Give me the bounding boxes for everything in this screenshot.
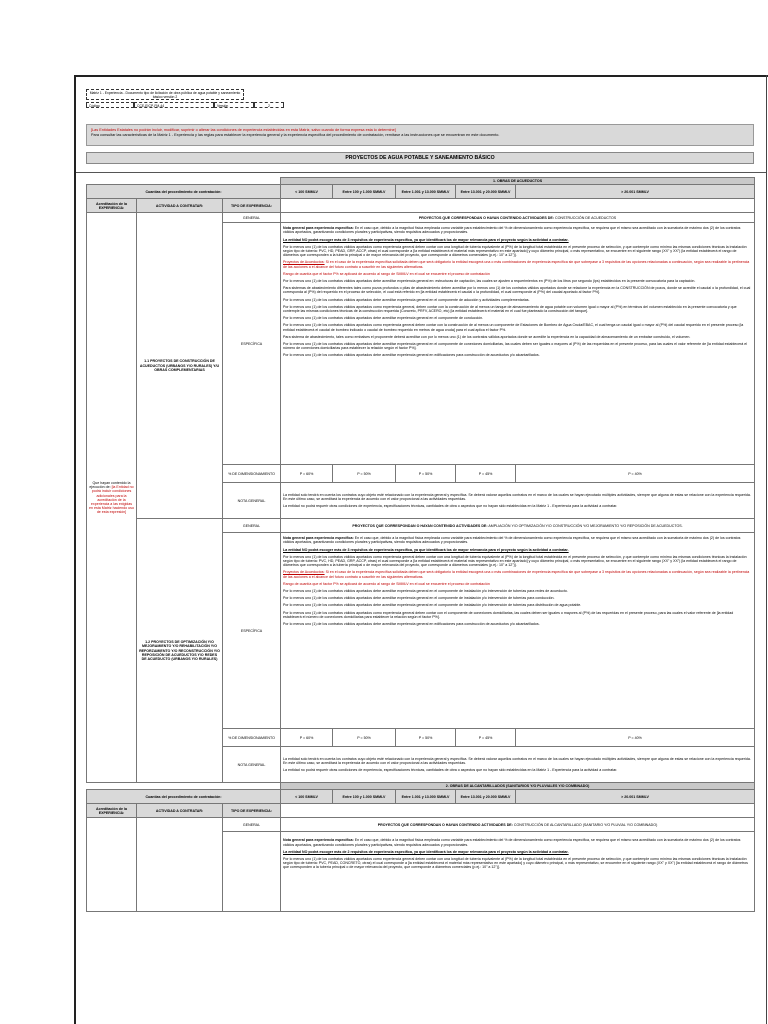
page-frame-right [766, 75, 767, 1024]
act2-general-label: GENERAL [223, 519, 281, 533]
paragraph [283, 226, 752, 234]
para-bold: Nota general para experiencia específica: [283, 838, 354, 843]
general-text-bold: PROYECTOS QUE CORRESPONDAN O HAYAN CONTENIDO ACTIVIDADES DE: [352, 523, 488, 528]
para-bold: Nota general para experiencia específica: [283, 226, 354, 231]
paragraph [283, 570, 752, 578]
paragraph: Por lo menos uno (1) de los contratos válidos aportados como experiencia general, deben contar con la construcción de al menos un tanque de almacenamiento de agua potable con volumen igual o mayor al (P%) en términos del volumen establecido en la presente convocatoria y que contemple las mismas condiciones técnicas de la construcción requerida (Concreto, PRFV, ACERO, etc) [la entidad establecerá el material en el cual fue planteado la construcción del tanque]. [283, 304, 737, 314]
paragraph: Por lo menos uno (1) de los contratos válidos aportados debe acreditar experiencia general en: estructuras de captación, las cuales se ajusten a requerimientos en (P%) de los litros por segundo (lps) establecidos en la presente convocatoria para la captación. [283, 279, 696, 284]
para-text: Si en el caso de la experiencia específica solicitada deben que será obligatorio la entidad escogerá una o más combinaciones de experiencia específica sin que sobrepase a 3 requisitos de las opciones relacionadas a continuación, según sea realizable la pertinencia de las acciones a el alcance del futuro contrato a suscribir en las siguientes alternativas. [283, 260, 750, 269]
dim-value: P = 60% [281, 465, 333, 483]
act1-general-row [87, 213, 755, 223]
para-text: En el caso que, debido a la magnitud física empleada como variable para establecimiento del % de dimensionamiento como experiencia específica, se requiera que el mismo sea acreditado con la sumatoria de máximo dos (2) de los contratos válidos aportados, garantizando condiciones plurales y participativas, siendo requisitos adecuados y proporcionales. [283, 536, 741, 545]
document-title: Matriz 1 - Experiencia - Documento tipo de licitación de obra pública de agua potable y saneamiento básico versión 2 [89, 91, 241, 99]
act2-especifica-label: ESPECÍFICA [223, 533, 281, 729]
section2-general-row [87, 818, 755, 832]
section2-general-text [281, 818, 755, 832]
paragraph: La entidad no podrá requerir otras condiciones de experiencia, especificaciones técnicas, cantidades de obra o aspectos que no hayan sido establecidas en la Matriz 1 - Experiencia para la actividad a contratar. [283, 504, 618, 509]
paragraph: La entidad NO podrá escoger más de 3 requisitos de experiencia específica, ya que identificará los de mayor relevancia para el proyecto según la actividad a contratar. [283, 547, 569, 552]
dim-value: P = 50% [333, 729, 396, 747]
disclaimer-box [86, 124, 754, 146]
paragraph: Por lo menos uno (1) de los contratos válidos aportados debe acreditar experiencia general en edificaciones para construcción de acueductos y/o alcantarillados. [283, 622, 540, 627]
general-text: CONSTRUCCIÓN DE ALCANTARILLADO (SANITARIO Y/O PLUVIAL Y/O COMBINADO) [513, 822, 658, 827]
act1-especifica-label: ESPECÍFICA [223, 223, 281, 465]
code-label: Código [89, 104, 100, 108]
para-text: En el caso que, debido a la magnitud física empleada como variable para establecimiento del % de dimensionamiento como experiencia específica, se requiera que el mismo sea acreditado con la sumatoria de máximo dos (2) de los contratos válidos aportados, garantizando condiciones plurales y participativas, siendo requisitos adecuados y proporcionales. [283, 838, 741, 847]
act2-nota-label: NOTA GENERAL [223, 747, 281, 783]
section2-title-row [87, 783, 755, 790]
para-bold: Nota general para experiencia específica: [283, 536, 354, 541]
actividad-label: ACTIVIDAD A CONTRATAR: [137, 199, 223, 213]
dim-value: P = 40% [516, 729, 755, 747]
dim-value: P = 50% [333, 465, 396, 483]
section1-cuantias-row [87, 185, 755, 199]
paragraph: Por lo menos uno (1) de los contratos válidos aportados como experiencia general deben contar con una longitud de tubería equivalente al (P%) de la longitud total establecida en el presente proceso de selección, y que contemple como mínimo las mismas condiciones técnicas la instalación según tipo de tubería: PVC, HD, PEAD, GRP, ACCP, otras) el cual corresponde a [la entidad establecerá el material más representativo en este apartado] y cuyo diámetro principal, o más representativo, se encuentre en el siguiente rango (XX" y XX") [la entidad establecerá el rango de diámetros que corresponden a la tubería principal o de mayor relevancia del proyecto, que corresponde a diámetros comerciales (p.ej.: 10" a 12")]. [283, 244, 747, 258]
version-label: Versión [217, 104, 229, 108]
paragraph: Por lo menos uno (1) de los contratos válidos aportados debe acreditar experiencia general en el componente de instalación y/o intervención de tuberías para redes de acueducto. [283, 589, 568, 594]
para-underline: Proyectos de Acueductos: [283, 570, 325, 575]
paragraph: La entidad solo tendrá en cuenta los contratos cuyo objeto esté relacionado con la experiencia general y específica. Se deberá valorar aquellos contratos en el marco de los cuales se hayan ejecutado múltiples actividades, siempre que alguna de estas se relacione con la experiencia requerida. En este último caso, se acreditará la experiencia de acuerdo con el valor proporcional a las actividades requeridas. [283, 756, 751, 766]
disclaimer-red: [Las Entidades Estatales no podrán incluir, modificar, suprimir o alterar las condiciones de experiencia establecidas en esta Matriz, salvo cuando de forma expresa esta lo determine] [91, 128, 396, 132]
paragraph: La entidad NO podrá escoger más de 2 requisitos de experiencia específica, ya que identificará los de mayor relevancia para el proyecto según la actividad a contratar. [283, 849, 569, 854]
paragraph: Por lo menos uno (1) de los contratos válidos aportados como experiencia general deben contar con el componente de conexiones domiciliarias, las cuales deben ser iguales o mayores al (P%) de las requeridas en el presente proceso, para las cuales el valor referente de [la entidad establecerá el número de conexiones domiciliarias para establecer la relación según el factor P%]. [283, 610, 734, 619]
dim-value: P = 40% [516, 465, 755, 483]
range-cell: Entre 100 y 1.000 SMMLV [333, 790, 396, 804]
general-text-bold: PROYECTOS QUE CORRESPONDAN O HAYAN CONTENIDO ACTIVIDADES DE: [377, 822, 513, 827]
acred-label: Acreditación de la EXPERIENCIA: [87, 199, 137, 213]
cuantias-label: Cuantías del procedimiento de contratación: [87, 790, 281, 804]
paragraph [283, 838, 752, 846]
general-text: CONSTRUCCIÓN DE ACUEDUCTOS [554, 215, 617, 220]
section2-general-label: GENERAL [223, 818, 281, 832]
acred-note-cell [87, 213, 137, 783]
dim-value: P = 45% [456, 465, 516, 483]
act1-especifica-text [281, 223, 755, 465]
range-cell: > 20.001 SMMLV [516, 790, 755, 804]
page-title: PROYECTOS DE AGUA POTABLE Y SANEAMIENTO BÁSICO [86, 152, 754, 164]
paragraph: Para sistemas de abastecimiento diferentes tales como pozos profundos o pilas de abastecimiento deben acreditar por lo menos uno (1) de los contratos válidos aportados donde se relacione la experiencia en la CONSTRUCCIÓN de pozos, donde se acredite el caudal o la profundidad, el cual corresponda al (P%) del requerido en el proceso de selección, el cual está referido en [la entidad establecerá el caudal o la profundidad, el cual corresponde al (P%) del caudal aportado al factor P%]. [283, 286, 751, 295]
section1-title-row [87, 178, 755, 185]
disclaimer-black: Para consultar las características de la Matriz 1 - Experiencia y las reglas para establecer la experiencia general y la experiencia específica del procedimiento de contratación, remítase a las instrucciones que se encuentran en este documento. [91, 133, 500, 137]
act1-general-label: GENERAL [223, 213, 281, 223]
general-text: AMPLIACIÓN Y/O OPTIMIZACIÓN Y/O CONSTRUCCIÓN Y/O MEJORAMIENTO Y/O REPOSICIÓN DE ACUEDUCTOS. [488, 523, 683, 528]
section2-col-headers [87, 804, 755, 818]
paragraph: Por lo menos uno (1) de los contratos válidos aportados debe acreditar experiencia general en el componente de conducción. [283, 316, 484, 321]
tipo-label: TIPO DE EXPERIENCIA: [223, 804, 281, 818]
section2-cuantias-row [87, 790, 755, 804]
act1-name: 1.1 PROYECTOS DE CONSTRUCCIÓN DE ACUEDUCTOS (URBANOS Y/O RURALES) Y/U OBRAS COMPLEMENTARIAS [137, 213, 223, 519]
acred-label: Acreditación de la EXPERIENCIA: [87, 804, 137, 818]
code-value-box [134, 102, 214, 108]
range-cell: < 100 SMMLV [281, 790, 333, 804]
actividad-label: ACTIVIDAD A CONTRATAR: [137, 804, 223, 818]
paragraph: Por lo menos uno (1) de los contratos válidos aportados debe acreditar experiencia general en el componente de instalación y/o intervención de tuberías para distribución de agua potable. [283, 603, 582, 608]
paragraph: Por lo menos uno (1) de los contratos válidos aportados debe acreditar experiencia general en el componente de conexiones domiciliarias, las cuales deben ser iguales o mayores al (P%) de las requeridas en el presente proceso, para las cuales el valor referente de [la entidad establecerá el número de conexiones domiciliarias para establecer la relación según el factor P%]. [283, 342, 748, 351]
act1-nota-text [281, 483, 755, 519]
paragraph [283, 536, 752, 544]
act1-dim-label: % DE DIMENSIONAMIENTO [223, 465, 281, 483]
section1-col-headers [87, 199, 755, 213]
act1-general-text [281, 213, 755, 223]
page-frame-left [74, 75, 76, 1024]
act2-general-row [87, 519, 755, 533]
dim-value: P = 50% [396, 729, 456, 747]
paragraph [283, 260, 752, 268]
paragraph: La entidad NO podrá escoger más de 3 requisitos de experiencia específica, ya que identificará los de mayor relevancia para el proyecto según la actividad a contratar. [283, 237, 569, 242]
para-underline: Proyectos de Acueductos: [283, 260, 325, 265]
dim-value: P = 60% [281, 729, 333, 747]
range-cell: Entre 13.001 y 20.000 SMMLV [456, 185, 516, 199]
version-value: 2 [268, 104, 270, 108]
paragraph: Por lo menos uno (1) de los contratos válidos aportados debe acreditar experiencia general en el componente de aducción y actividades complementarias. [283, 297, 530, 302]
cuantias-label: Cuantías del procedimiento de contratación: [87, 185, 281, 199]
section2-especifica-text [281, 832, 755, 912]
range-cell: Entre 1.001 y 13.000 SMMLV [396, 790, 456, 804]
document-title-box [86, 89, 244, 100]
acred-note-red: [la Entidad no podrá incluir condiciones adicionales para la acreditación de la experiencia a las exigidas en esta Matriz haciendo uso de esta expresión] [89, 485, 134, 515]
code-label-box [86, 102, 134, 108]
paragraph: Rango de cuantía que el factor P% se aplicará de acuerdo al rango de SMMLV en el cual se encuentre el proceso de contratación [283, 271, 490, 276]
paragraph: Rango de cuantía que el factor P% se aplicará de acuerdo al rango de SMMLV en el cual se encuentre el proceso de contratación [283, 581, 490, 586]
para-text: En el caso que, debido a la magnitud física empleada como variable para establecimiento del % de dimensionamiento como experiencia específica, se requiera que el mismo sea acreditado con la sumatoria de máximo dos (2) de los contratos válidos aportados, garantizando condiciones plurales y participativas, siendo requisitos adecuados y proporcionales. [283, 226, 741, 235]
tipo-label: TIPO DE EXPERIENCIA: [223, 199, 281, 213]
general-text-bold: PROYECTOS QUE CORRESPONDAN O HAYAN CONTENIDO ACTIVIDADES DE: [418, 215, 554, 220]
dim-value: P = 45% [456, 729, 516, 747]
paragraph: Para sistema de abastecimiento, tales como embalses el proponente deberá acreditar con por lo menos uno (1) de los contratos válidos aportados donde se acredite la experiencia en la capacidad de almacenamiento de un embalse construido, el volumen. [283, 334, 691, 339]
range-cell: Entre 100 y 1.000 SMMLV [333, 185, 396, 199]
paragraph: Por lo menos uno (1) de los contratos válidos aportados como experiencia general deben contar con la construcción de al menos un componente de Estaciones de Bombeo de Agua Cruda/EBAC, el cual tenga un caudal igual o mayor al (P%) del caudal requerido en el presente proceso [la entidad establecerá el caudal de bombeo indicado o caudal de bombeo requerido en metros de agua cruda] para el cual aplica el factor P%. [283, 323, 744, 332]
act2-general-text [281, 519, 755, 533]
version-label-box [214, 102, 254, 108]
range-cell: < 100 SMMLV [281, 185, 333, 199]
paragraph: Por lo menos uno (1) de los contratos válidos aportados como experiencia general deben contar con una longitud de tubería equivalente al (P%) de la longitud total establecida en el presente proceso de selección, y que contemple como mínimo las mismas condiciones técnicas la instalación según tipo de tubería: PVC, HD, PEAD, GRP, ACCP, otras) el cual corresponde a [la entidad establecerá el material más representativo en este apartado] y cuyo diámetro principal, o más representativo, se encuentre en el siguiente rango (XX" y XX") [la entidad establecerá el rango de diámetros que corresponden a la tubería principal o de mayor relevancia del proyecto, que corresponde a diámetros comerciales (p.ej.: 10" a 12")]. [283, 554, 747, 568]
para-text: Si en el caso de la experiencia específica solicitada deben que será obligatorio la entidad escogerá una o más combinaciones de experiencia específica sin que sobrepase a 3 requisitos de las opciones relacionadas a continuación, según sea realizable la pertinencia de las acciones a el alcance del futuro contrato a suscribir en las siguientes alternativas. [283, 570, 750, 579]
act1-nota-label: NOTA GENERAL [223, 483, 281, 519]
paragraph: Por lo menos uno (1) de los contratos válidos aportados debe acreditar experiencia general en edificaciones para construcción de acueductos y/o alcantarillados. [283, 353, 540, 358]
experience-matrix-table [86, 177, 755, 912]
act2-dim-label: % DE DIMENSIONAMIENTO [223, 729, 281, 747]
range-cell: Entre 13.001 y 20.000 SMMLV [456, 790, 516, 804]
code-value: CCE-EICP-FM-44 [137, 104, 165, 108]
paragraph: Por lo menos uno (1) de los contratos válidos aportados debe acreditar experiencia general en el componente de instalación y/o intervención de tuberías para conducción. [283, 596, 555, 601]
page-frame-top [74, 75, 768, 77]
version-value-box [254, 102, 284, 108]
paragraph: La entidad no podrá requerir otras condiciones de experiencia, especificaciones técnicas, cantidades de obra o aspectos que no hayan sido establecidas en la Matriz 1 - Experiencia para la actividad a contratar. [283, 768, 618, 773]
divider [76, 172, 766, 173]
paragraph: La entidad solo tendrá en cuenta los contratos cuyo objeto esté relacionado con la experiencia general y específica. Se deberá valorar aquellos contratos en el marco de los cuales se hayan ejecutado múltiples actividades, siempre que alguna de estas se relacione con la experiencia requerida. En este último caso, se acreditará la experiencia de acuerdo con el valor proporcional a las actividades requeridas. [283, 492, 751, 502]
acred-note-black: Que hayan contenido la ejecución de: [89, 480, 131, 490]
range-cell: > 20.001 SMMLV [516, 185, 755, 199]
section2-title: 2. OBRAS DE ALCANTARILLADOS (SANITARIOS Y/O PLUVIALES Y/O COMBINADO) [281, 783, 755, 790]
act2-name: 1.2 PROYECTOS DE OPTIMIZACIÓN Y/O MEJORAMIENTO Y/O REHABILITACIÓN Y/O REFORZAMIENTO Y/O RECONSTRUCCIÓN Y/O REPOSICIÓN DE ACUEDUCTOS Y/O REDES DE ACUEDUCTO (URBANOS Y/O RURALES) [137, 519, 223, 783]
range-cell: Entre 1.001 y 13.000 SMMLV [396, 185, 456, 199]
paragraph: Por lo menos uno (1) de los contratos válidos aportados como experiencia general deben contar con una longitud de tubería equivalente al (P%) de la longitud total establecida en el presente proceso de selección, y que contemple como mínimo las mismas condiciones técnicas la instalación según tipo de tubería: PVC, PEAD, CONCRETO, otras) el cual corresponde a [la entidad establecerá el material más representativo en este apartado] y cuyo diámetro principal, o más representativo, se encuentre en el siguiente rango (XX" y XX") [la entidad establecerá el rango de diámetros que corresponden a la tubería principal o de mayor relevancia del proyecto, que corresponde a diámetros comerciales (p.ej.: 10" a 12")]. [283, 857, 748, 870]
act2-nota-text [281, 747, 755, 783]
dim-value: P = 50% [396, 465, 456, 483]
act2-especifica-text [281, 533, 755, 729]
section1-title: 1. OBRAS DE ACUEDUCTOS [281, 178, 755, 185]
